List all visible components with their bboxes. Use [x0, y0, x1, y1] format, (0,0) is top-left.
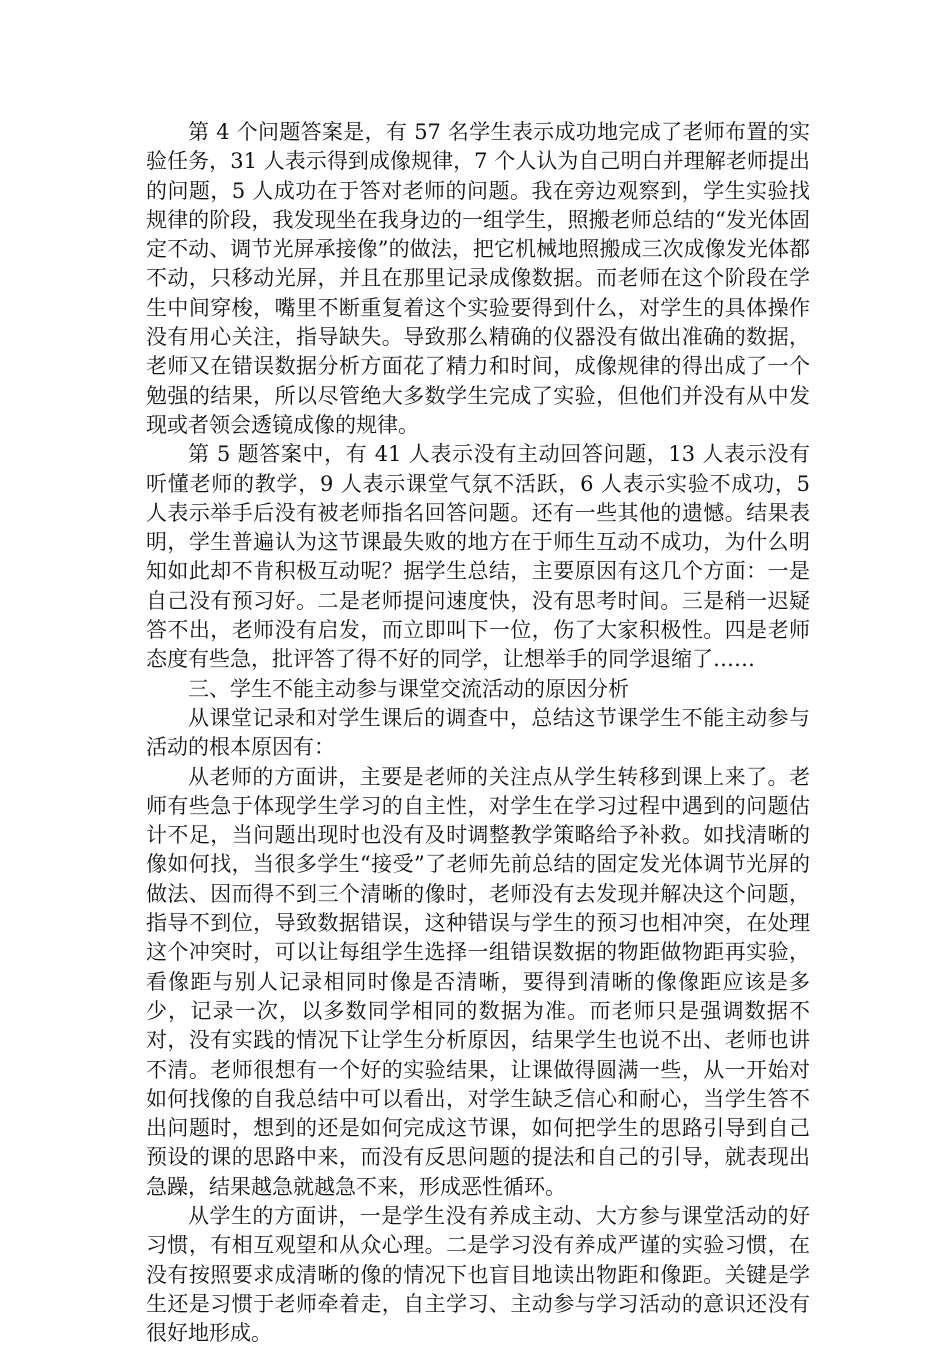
section-heading-3: 三、学生不能主动参与课堂交流活动的原因分析 — [188, 676, 629, 701]
paragraph-teacher-side: 从老师的方面讲，主要是老师的关注点从学生转移到课上来了。老师有些急于体现学生学习的自主性，对学生在学习过程中遇到的问题估计不足，当问题出现时也没有及时调整教学策略给予补救。如找清晰的像如何找，当很多学生“接受”了老师先前总结的固定发光体调节光屏的做法、因而得不到三个清晰的像时，老师没有去发现并解决这个问题，指导不到位，导致数据错误，这种错误与学生的预习也相冲突，在处理这个冲突时，可以让每组学生选择一组错误数据的物距做物距再实验，看像距与别人记录相同时像是否清晰，要得到清晰的像像距应该是多少，记录一次，以多数同学相同的数据为准。而老师只是强调数据不对，没有实践的情况下让学生分析原因，结果学生也说不出、老师也讲不清。老师很想有一个好的实验结果，让课做得圆满一些，从一开始对如何找像的自我总结中可以看出，对学生缺乏信心和耐心，当学生答不出问题时，想到的还是如何完成这节课，如何把学生的思路引导到自己预设的课的思路中来，而没有反思问题的提法和自己的引导，就表现出急躁，结果越急就越急不来，形成恶性循环。 — [146, 764, 810, 1199]
paragraph-summary-intro: 从课堂记录和对学生课后的调查中，总结这节课学生不能主动参与活动的根本原因有： — [146, 705, 810, 760]
paragraph-question-4-answer: 第 4 个问题答案是，有 57 名学生表示成功地完成了老师布置的实验任务，31 人表示得到成像规律，7 个人认为自己明白并理解老师提出的问题，5 人成功在于答对老师的问题。我在旁边观察到，学生实验找规律的阶段，我发现坐在我身边的一组学生，照搬老师总结的“发光体固定不动、调节光屏承接像”的做法，把它机械地照搬成三次成像发光体都不动，只移动光屏，并且在那里记录成像数据。而老师在这个阶段在学生中间穿梭，嘴里不断重复着这个实验要得到什么，对学生的具体操作没有用心关注，指导缺失。导致那么精确的仪器没有做出准确的数据，老师又在错误数据分析方面花了精力和时间，成像规律的得出成了一个勉强的结果，所以尽管绝大多数学生完成了实验，但他们并没有从中发现或者领会透镜成像的规律。 — [146, 120, 810, 437]
paragraph-student-side: 从学生的方面讲，一是学生没有养成主动、大方参与课堂活动的好习惯，有相互观望和从众心理。二是学习没有养成严谨的实验习惯，在没有按照要求成清晰的像的情况下也盲目地读出物距和像距。关键是学生还是习惯于老师牵着走，自主学习、主动参与学习活动的意识还没有很好地形成。 — [146, 1203, 810, 1346]
paragraph-question-5-answer: 第 5 题答案中，有 41 人表示没有主动回答问题，13 人表示没有听懂老师的教学，9 人表示课堂气氛不活跃，6 人表示实验不成功，5 人表示举手后没有被老师指名回答问题。还有一些其他的遗憾。结果表明，学生普遍认为这节课最失败的地方在于师生互动不成功，为什么明知如此却不肯积极互动呢？据学生总结，主要原因有这几个方面：一是自己没有预习好。二是老师提问速度快，没有思考时间。三是稍一迟疑答不出，老师没有启发，而立即叫下一位，伤了大家积极性。四是老师态度有些急，批评答了得不好的同学，让想举手的同学退缩了…… — [146, 442, 810, 672]
document-body — [146, 118, 810, 1348]
